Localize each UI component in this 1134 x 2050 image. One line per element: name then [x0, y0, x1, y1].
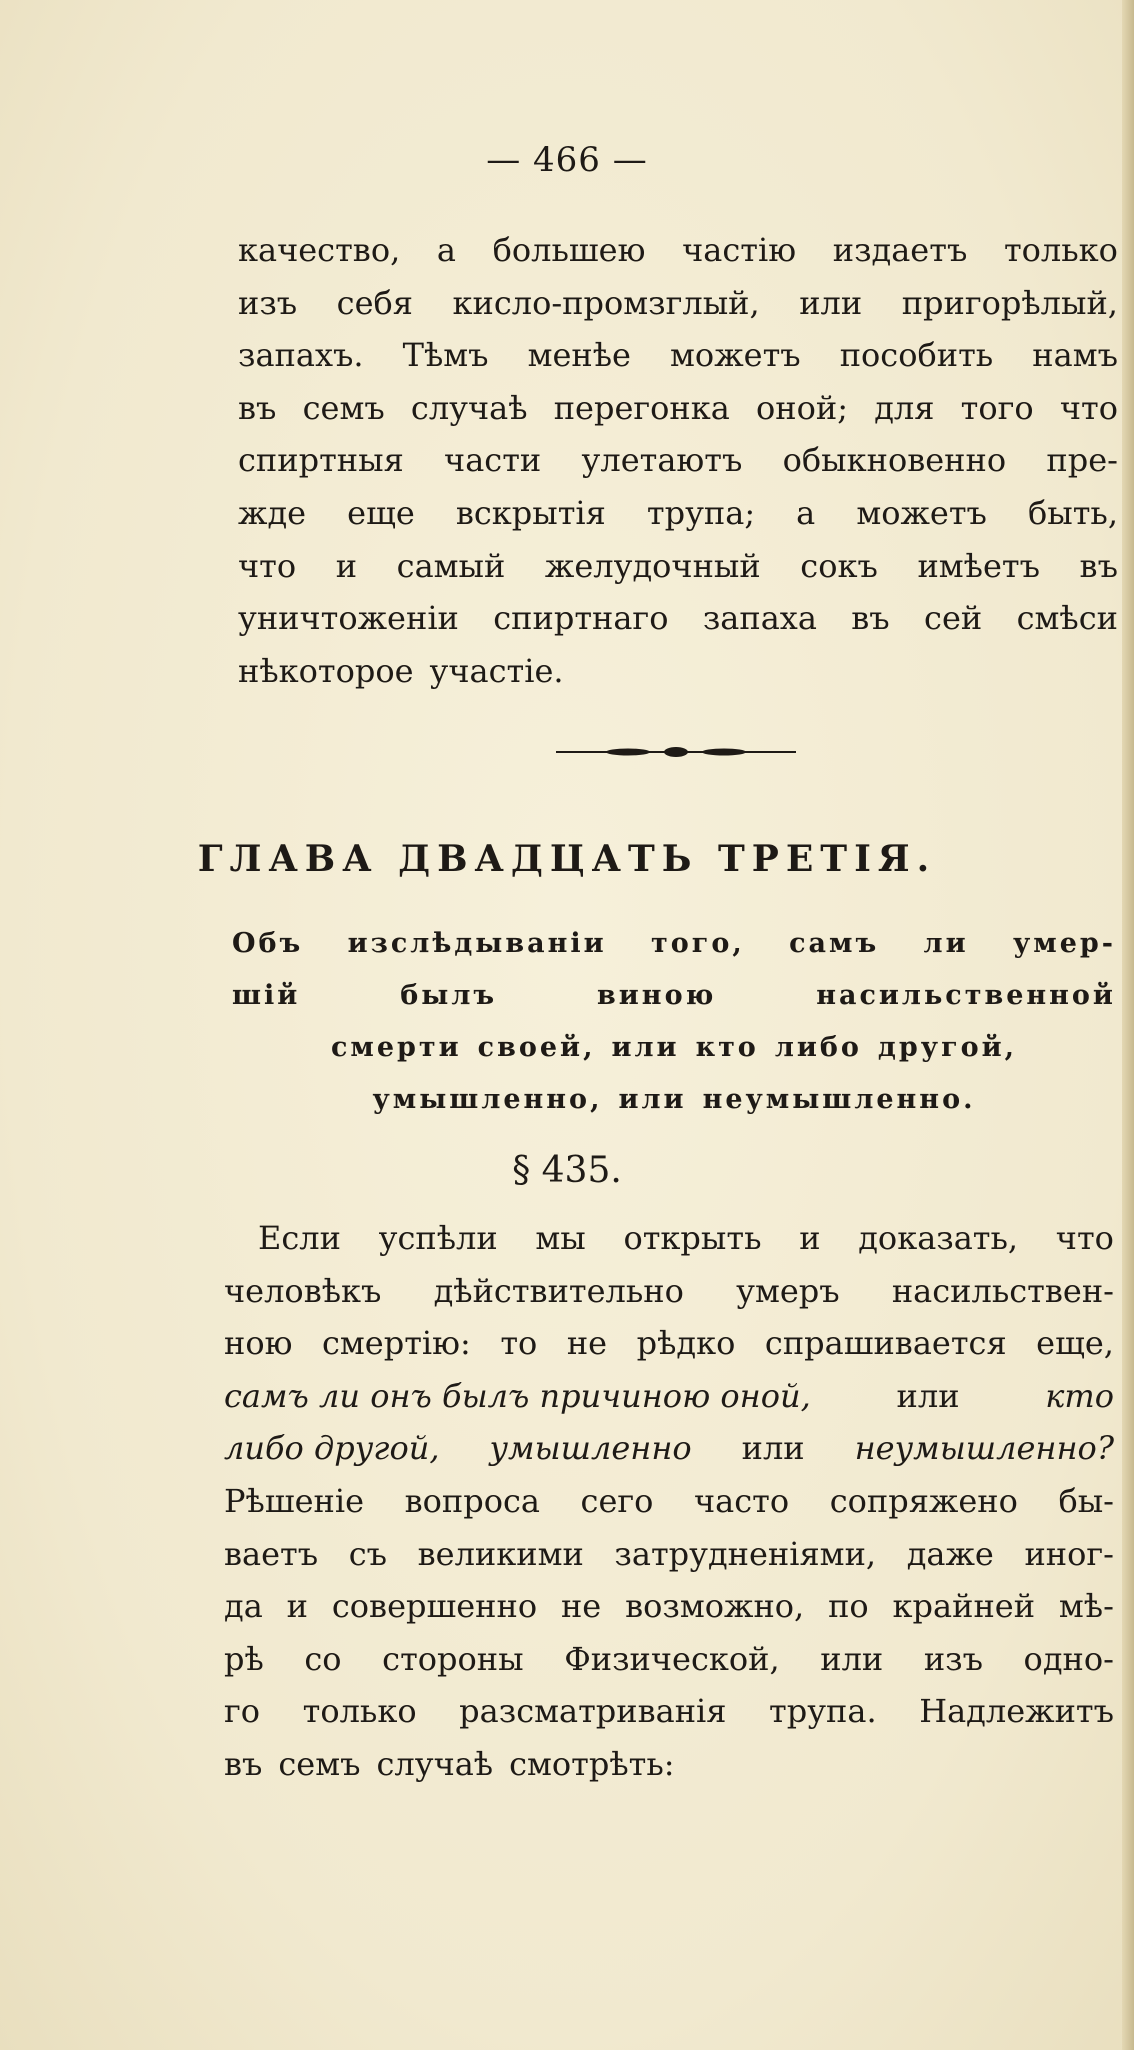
word: въ [851, 599, 890, 638]
text-line [224, 1370, 1114, 1423]
word: насильственной [816, 980, 1116, 1011]
word: или [799, 283, 863, 322]
word: совершенно [331, 1587, 538, 1626]
chapter-title: ГЛАВА ДВАДЦАТЬ ТРЕТІЯ. [197, 838, 937, 880]
word: вопроса [404, 1481, 540, 1520]
word: въ [224, 1744, 263, 1783]
word: что [238, 546, 297, 585]
word: открыть [623, 1219, 762, 1257]
word: еще, [1036, 1324, 1114, 1363]
text-line [224, 1528, 1114, 1581]
text-line [238, 540, 1118, 593]
word: семъ [302, 388, 385, 427]
word: возможно, [625, 1587, 805, 1626]
word: части [444, 441, 542, 480]
word: иног- [1024, 1534, 1114, 1573]
word: по [828, 1587, 869, 1626]
word: запахъ. [238, 336, 364, 375]
word: трупа. [769, 1692, 877, 1731]
page-number: — 466 — [486, 140, 648, 180]
word: а [796, 493, 816, 532]
word: крайней [892, 1587, 1036, 1626]
word: улетаютъ [581, 441, 743, 480]
word: Если [258, 1219, 341, 1257]
word: быть, [1027, 493, 1118, 532]
word: великими [417, 1534, 584, 1573]
word: человѣкъ [224, 1271, 382, 1310]
word: умеръ [736, 1271, 840, 1310]
word: ною [224, 1324, 293, 1363]
word: только [302, 1692, 417, 1731]
word: изслѣдываніи [347, 928, 607, 959]
word: Физической, [564, 1639, 780, 1678]
word: и [286, 1587, 308, 1626]
word: трупа; [646, 493, 756, 532]
word: го [224, 1692, 261, 1731]
word: пригорѣлый, [901, 283, 1118, 322]
word: со [304, 1639, 342, 1678]
text-line [238, 224, 1118, 277]
word: Рѣшеніе [224, 1481, 365, 1520]
word: намъ [1032, 336, 1118, 375]
word: то [500, 1324, 538, 1363]
word: запаха [702, 599, 817, 638]
word: неумышленно. [702, 1084, 976, 1115]
word: вскрытія [455, 493, 606, 532]
word: случаѣ [376, 1744, 494, 1783]
chapter-heading [232, 918, 1116, 1126]
word: смотрѣть: [509, 1744, 675, 1783]
word: ли [923, 928, 969, 959]
text-line [238, 382, 1118, 435]
word: можетъ [856, 493, 987, 532]
word: съ [348, 1534, 387, 1573]
word: Надлежитъ [919, 1692, 1114, 1731]
word: умышленно, [372, 1084, 603, 1115]
word: самъ [789, 928, 880, 959]
word: смѣси [1016, 599, 1118, 638]
word: успѣли [378, 1219, 498, 1257]
word: издаетъ [832, 231, 968, 269]
text-line [238, 329, 1118, 382]
ornamental-divider [556, 742, 796, 762]
word: въ [238, 388, 277, 427]
word: Тѣмъ [402, 336, 489, 375]
word: одно- [1023, 1639, 1114, 1678]
word: не [566, 1324, 608, 1363]
paragraph-continuation [238, 224, 1118, 697]
word: что [1059, 388, 1118, 427]
word: желудочный [544, 546, 761, 585]
word: стороны [382, 1639, 524, 1678]
word: кто [1045, 1376, 1114, 1415]
text-line [232, 918, 1116, 970]
word: уничтоженіи [238, 599, 459, 638]
word: можетъ [670, 336, 801, 375]
word: семъ [278, 1744, 361, 1783]
word: сокъ [800, 546, 878, 585]
section-mark: § 435. [512, 1150, 622, 1191]
word: нѣкоторое [238, 651, 414, 690]
word: и [335, 546, 358, 585]
word: дѣйствительно [433, 1271, 684, 1310]
word: того [960, 388, 1034, 427]
word: частію [682, 231, 797, 269]
word: пре- [1046, 441, 1118, 480]
word: бы- [1058, 1481, 1114, 1520]
word: спиртныя [238, 441, 404, 480]
word: пособить [839, 336, 994, 375]
word: доказать, [858, 1219, 1019, 1257]
word: участіе. [429, 651, 564, 690]
word: не [560, 1587, 602, 1626]
word: въ [1079, 546, 1118, 585]
word: самъ ли онъ былъ причиною оной, [224, 1376, 811, 1415]
word: Объ [232, 928, 304, 959]
text-line [224, 1265, 1114, 1318]
word: либо [774, 1032, 862, 1063]
word: смерти [330, 1032, 462, 1063]
word: шій [232, 980, 301, 1011]
text-line [224, 1685, 1114, 1738]
word: изъ [238, 283, 298, 322]
word: или [896, 1376, 960, 1415]
word: кисло-промзглый, [452, 283, 760, 322]
word: того, [651, 928, 745, 959]
paragraph-section-435 [224, 1212, 1114, 1791]
word: и [799, 1219, 821, 1257]
word: часто [694, 1481, 790, 1520]
word: ваетъ [224, 1534, 319, 1573]
word: своей, [477, 1032, 596, 1063]
word: что [1055, 1219, 1114, 1257]
word: имѣетъ [917, 546, 1040, 585]
word: затрудненіями, [614, 1534, 877, 1573]
text-line [232, 970, 1116, 1022]
text-line [224, 1212, 1114, 1265]
word: случаѣ [410, 388, 528, 427]
word: даже [906, 1534, 994, 1573]
text-line [224, 1475, 1114, 1528]
text-line [224, 1738, 1114, 1791]
word: сей [924, 599, 983, 638]
word: оной; [756, 388, 848, 427]
text-line [224, 1317, 1114, 1370]
word: рѣ [224, 1639, 264, 1678]
text-line [238, 645, 1118, 698]
word: другой, [877, 1032, 1018, 1063]
text-line [232, 1074, 1116, 1126]
word: самый [396, 546, 506, 585]
page-edge [1122, 0, 1134, 2050]
word: еще [347, 493, 415, 532]
word: или [820, 1639, 884, 1678]
word: изъ [923, 1639, 983, 1678]
word: былъ [400, 980, 498, 1011]
text-line [232, 1022, 1116, 1074]
word: жде [238, 493, 307, 532]
word: спиртнаго [493, 599, 669, 638]
word: для [874, 388, 935, 427]
word: мѣ- [1058, 1587, 1114, 1626]
word: менѣе [527, 336, 631, 375]
word: насильствен- [891, 1271, 1114, 1310]
word: неумышленно? [854, 1429, 1114, 1468]
word: мы [535, 1219, 586, 1257]
word: рѣдко [636, 1324, 736, 1363]
text-line [238, 434, 1118, 487]
word: большею [492, 231, 646, 269]
text-line [224, 1633, 1114, 1686]
word: качество, [238, 231, 401, 269]
word: либо другой, [224, 1429, 440, 1468]
word: умышленно [489, 1429, 692, 1468]
word: виною [597, 980, 717, 1011]
word: или [611, 1032, 680, 1063]
word: а [436, 231, 456, 269]
word: или [741, 1429, 805, 1468]
text-line [224, 1580, 1114, 1633]
text-line [238, 592, 1118, 645]
word: сопряжено [829, 1481, 1018, 1520]
word: умер- [1012, 928, 1116, 959]
text-line [238, 487, 1118, 540]
word: себя [336, 283, 413, 322]
word: спрашивается [764, 1324, 1007, 1363]
word: только [1003, 231, 1118, 269]
word: сего [580, 1481, 654, 1520]
word: перегонка [553, 388, 730, 427]
word: кто [695, 1032, 759, 1063]
text-line [238, 277, 1118, 330]
word: да [224, 1587, 263, 1626]
word: обыкновенно [782, 441, 1007, 480]
word: или [618, 1084, 687, 1115]
text-line [224, 1422, 1114, 1475]
word: разсматриванія [459, 1692, 727, 1731]
word: смертію: [321, 1324, 471, 1363]
